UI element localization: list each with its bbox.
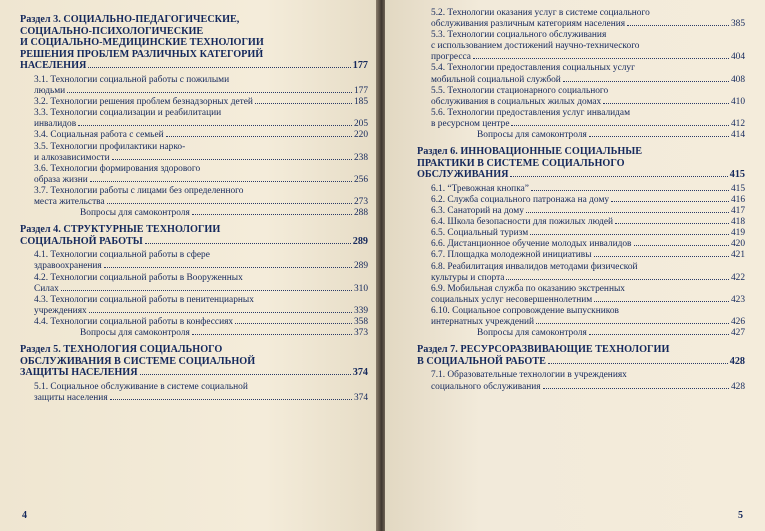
entry-text: обслуживания в социальных жилых домах [431,96,602,107]
page-ref: 416 [730,195,745,205]
entry-text: социального обслуживания [431,381,541,392]
entry-text: учреждениях [34,305,87,316]
section-heading [417,146,745,181]
entry-line: 5.5. Технологии стационарного социального [431,85,609,96]
dot-leader [110,399,352,400]
page-ref: 404 [730,52,745,63]
entry-row [34,130,368,141]
page-ref: 418 [730,217,745,228]
dot-leader [140,374,351,375]
entry-row [431,52,745,63]
self-check-entry [417,130,745,141]
entry-text: 6.2. Служба социального патронажа на дому [431,195,610,205]
dot-leader [548,363,728,364]
dot-leader [536,323,729,324]
entry-text: в ресурсном центре [431,118,510,129]
toc-entry [417,306,745,328]
section-title-text: ТЕХНОЛОГИЯ СОЦИАЛЬНОГО [63,344,223,356]
entry-text: ОБСЛУЖИВАНИЯ [417,169,509,181]
section-title-line [417,146,745,158]
dot-leader [611,201,729,202]
dot-leader [627,25,729,26]
page-ref: 423 [730,294,745,305]
section-title-line [20,37,368,49]
toc-entry [417,63,745,85]
dot-leader [235,323,352,324]
entry-text: людьми [34,86,66,97]
toc-entry [20,186,368,208]
right-page [385,0,765,531]
page-ref: 419 [730,228,745,239]
toc-entry [20,164,368,186]
dot-leader [473,58,729,59]
dot-leader [531,190,729,191]
entry-line: 4.2. Технологии социальной работы в Вооруженных [34,272,243,283]
toc-entry [417,239,745,250]
entry-row [431,239,745,250]
toc-entry [417,206,745,217]
entry-line: 5.2. Технологии оказания услуг в системе социального [431,8,650,18]
toc-entry [417,262,745,284]
page-ref: 408 [730,74,745,85]
section-title-row [20,367,368,379]
entry-text: 6.3. Санаторий на дому [431,206,524,217]
section-title-row [417,356,745,368]
entry-row [431,19,745,30]
section-title-text: СТРУКТУРНЫЕ ТЕХНОЛОГИИ [63,224,221,236]
entry-row [34,119,368,130]
entry-text: Вопросы для самоконтроля [80,328,190,339]
section-title-line [20,224,368,236]
page-ref: 374 [352,367,368,379]
section-title-text: И СОЦИАЛЬНО-МЕДИЦИНСКИЕ ТЕХНОЛОГИИ [20,37,264,49]
section-heading [417,344,745,367]
section-title-line [20,26,368,38]
section-title-text: РЕСУРСОРАЗВИВАЮЩИЕ ТЕХНОЛОГИИ [460,344,670,356]
entry-line: 5.4. Технологии предоставления социальных услуг [431,63,635,74]
self-check-row [34,328,368,339]
entry-line: с использованием достижений научно-технического [431,41,640,52]
section-title-text: РЕШЕНИЯ ПРОБЛЕМ РАЗЛИЧНЫХ КАТЕГОРИЙ [20,48,264,60]
toc-entry [417,250,745,261]
section-prefix: Раздел 4. [20,224,61,236]
page-ref: 256 [353,174,368,185]
page-ref: 417 [730,206,745,217]
entry-line: 3.1. Технологии социальной работы с пожилыми [34,74,230,85]
dot-leader [603,103,729,104]
dot-leader [112,159,352,160]
entry-row [34,393,368,404]
toc-entry [20,75,368,97]
section-title-line [417,158,745,170]
page-ref: 385 [730,19,745,30]
section-title-text: ОБСЛУЖИВАНИЯ В СИСТЕМЕ СОЦИАЛЬНОЙ [20,355,256,367]
page-ref: 426 [730,317,745,328]
dot-leader [634,245,729,246]
section-prefix: Раздел 3. [20,14,61,25]
toc-entry [20,108,368,130]
page-ref: 288 [353,208,368,219]
entry-row [431,317,745,328]
page-ref: 428 [730,381,745,392]
section-title-text: ПРАКТИКИ В СИСТЕМЕ СОЦИАЛЬНОГО [417,157,625,169]
entry-text: места жительства [34,197,105,207]
entry-row [431,195,745,206]
entry-text: 6.6. Дистанционное обучение молодых инвалидов [431,239,632,250]
toc-entry [417,184,745,195]
section-title-line [20,49,368,61]
dot-leader [589,136,729,137]
section-title-line [20,14,368,26]
entry-text: 6.7. Площадка молодежной инициативы [431,250,592,261]
toc-entry [417,108,745,130]
section-heading [20,14,368,72]
entry-line: 3.3. Технологии социализации и реабилитации [34,108,222,119]
entry-text: и алкозависимости [34,152,110,163]
entry-row [34,97,368,108]
entry-text: инвалидов [34,119,77,130]
entry-text: 3.4. Социальная работа с семьей [34,130,164,141]
dot-leader [506,279,728,280]
toc-entry [417,217,745,228]
dot-leader [88,67,350,68]
entry-row [34,317,368,328]
section-title-text: СОЦИАЛЬНО-ПЕДАГОГИЧЕСКИЕ, [63,14,240,25]
page-ref: 289 [352,235,368,247]
entry-row [431,250,745,261]
page-ref: 421 [730,250,745,261]
entry-text: В СОЦИАЛЬНОЙ РАБОТЕ [417,355,546,367]
page-ref: 373 [353,328,368,339]
section-title-line [20,356,368,368]
entry-row [431,228,745,239]
dot-leader [192,214,352,215]
toc-entry [417,284,745,306]
entry-row [34,153,368,164]
entry-line: 5.6. Технологии предоставления услуг инвалидам [431,107,631,118]
page-ref: 177 [353,86,368,97]
dot-leader [104,267,352,268]
entry-row [34,306,368,317]
entry-row [34,284,368,295]
page-ref: 428 [729,355,745,367]
page-ref: 374 [353,393,368,403]
entry-line: 3.5. Технологии профилактики нарко- [34,141,186,152]
entry-text: обслуживания различным категориям населения [431,19,626,30]
page-ref: 205 [353,119,368,130]
entry-text: Вопросы для самоконтроля [477,130,587,141]
dot-leader [530,234,729,235]
section-prefix: Раздел 5. [20,344,61,356]
left-page [0,0,378,531]
toc-entry [20,250,368,272]
dot-leader [594,256,729,257]
entry-row [431,75,745,86]
self-check-row [34,208,368,219]
toc-entry [20,273,368,295]
entry-line: 3.7. Технологии работы с лицами без определенного [34,185,244,196]
entry-row [431,217,745,228]
dot-leader [166,136,352,137]
self-check-row [431,130,745,141]
entry-row [431,184,745,195]
dot-leader [563,81,729,82]
entry-row [431,206,745,217]
section-prefix: Раздел 7. [417,344,458,356]
toc-entry [20,382,368,404]
entry-line: 6.9. Мобильная служба по оказанию экстренных [431,283,625,294]
toc-entry [417,370,745,392]
entry-line: 3.6. Технологии формирования здорового [34,163,201,174]
entry-text: социальных услуг несовершеннолетним [431,294,593,305]
entry-text: Вопросы для самоконтроля [477,328,587,339]
page-number-right: 5 [738,510,743,521]
entry-text: мобильной социальной службой [431,74,561,85]
section-title-row [417,169,745,181]
entry-row [431,119,745,130]
entry-text: прогресса [431,52,471,63]
section-title-row [20,236,368,248]
entry-text: защиты населения [34,393,108,403]
entry-text: СОЦИАЛЬНОЙ РАБОТЫ [20,235,143,247]
toc-entry [417,228,745,239]
dot-leader [511,125,728,126]
entry-text: культуры и спорта [431,272,505,283]
entry-row [34,197,368,208]
page-ref: 177 [352,60,368,72]
entry-text: НАСЕЛЕНИЯ [20,60,87,72]
entry-text: образа жизни [34,174,88,185]
section-prefix: Раздел 6. [417,146,458,158]
dot-leader [78,125,352,126]
entry-text: 3.2. Технологии решения проблем безнадзорных детей [34,97,253,108]
dot-leader [510,176,727,177]
dot-leader [61,290,352,291]
page-ref: 220 [353,130,368,141]
entry-line: 7.1. Образовательные технологии в учреждениях [431,370,627,381]
toc-entry [20,317,368,328]
page-ref: 427 [730,328,745,339]
dot-leader [589,334,729,335]
section-title-row [20,60,368,72]
entry-line: 6.10. Социальное сопровождение выпускников [431,305,619,316]
dot-leader [543,388,729,389]
entry-line: 6.8. Реабилитация инвалидов методами физической [431,261,638,272]
self-check-row [431,328,745,339]
entry-row [431,295,745,306]
toc-entry [20,295,368,317]
entry-text: 6.4. Школа безопасности для пожилых людей [431,217,614,228]
page-ref: 289 [353,261,368,272]
dot-leader [90,181,352,182]
page-ref: 415 [729,169,745,181]
entry-row [431,273,745,284]
toc-entry [20,97,368,108]
dot-leader [255,103,352,104]
section-heading [20,224,368,247]
toc-entry [417,30,745,63]
entry-row [431,97,745,108]
entry-line: 5.3. Технологии социального обслуживания [431,30,607,41]
section-title-line [417,344,745,356]
page-ref: 310 [353,283,368,294]
entry-line: 4.1. Технологии социальной работы в сфере [34,250,210,261]
dot-leader [192,334,352,335]
page-ref: 339 [353,305,368,316]
entry-row [34,86,368,97]
page-ref: 420 [730,239,745,250]
self-check-entry [417,328,745,339]
page-ref: 414 [730,130,745,141]
entry-line: 5.1. Социальное обслуживание в системе социальной [34,381,248,392]
page-ref: 412 [730,118,745,129]
toc-entry [417,195,745,206]
entry-text: 4.4. Технологии социальной работы в конфессиях [34,316,234,327]
dot-leader [526,212,729,213]
entry-text: 6.5. Социальный туризм [431,228,529,239]
page-ref: 415 [730,183,745,194]
page-ref: 238 [353,152,368,163]
section-title-line [20,344,368,356]
page-ref: 422 [730,272,745,283]
dot-leader [67,92,352,93]
section-title-text: ИННОВАЦИОННЫЕ СОЦИАЛЬНЫЕ [460,146,643,158]
toc-entry [20,142,368,164]
page-ref: 410 [730,96,745,107]
entry-text: ЗАЩИТЫ НАСЕЛЕНИЯ [20,367,138,379]
self-check-entry [20,328,368,339]
page-ref: 273 [353,197,368,207]
self-check-entry [20,208,368,219]
section-title-text: СОЦИАЛЬНО-ПСИХОЛОГИЧЕСКИЕ [20,25,204,37]
toc-entry [417,86,745,108]
entry-text: Силах [34,283,59,294]
entry-line: 4.3. Технологии социальной работы в пенитенциарных [34,294,254,305]
dot-leader [594,301,729,302]
entry-row [431,382,745,393]
entry-text: 6.1. “Тревожная кнопка” [431,183,529,194]
entry-row [34,175,368,186]
page-ref: 358 [353,316,368,327]
entry-text: здравоохранения [34,261,102,272]
entry-row [34,261,368,272]
toc-entry [417,8,745,30]
dot-leader [145,243,351,244]
toc-entry [20,130,368,141]
dot-leader [615,223,729,224]
dot-leader [107,203,352,204]
section-heading [20,344,368,379]
entry-text: интернатных учреждений [431,317,535,328]
page-number-left: 4 [22,510,27,521]
dot-leader [89,312,352,313]
entry-text: Вопросы для самоконтроля [80,208,190,219]
page-ref: 185 [353,97,368,108]
